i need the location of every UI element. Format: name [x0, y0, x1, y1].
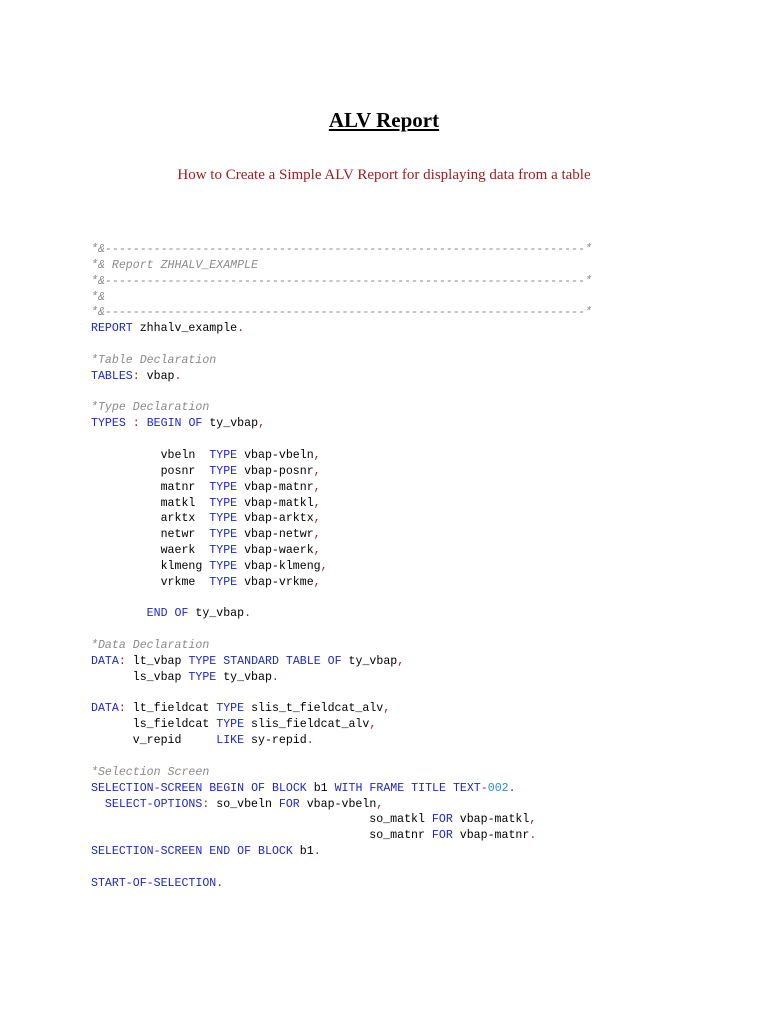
code-token: BLOCK [271, 781, 307, 795]
code-token: b1 [292, 845, 314, 859]
code-line [91, 797, 592, 813]
code-line [91, 844, 592, 860]
code-token: TYPES [91, 417, 126, 431]
code-token [126, 417, 133, 430]
code-token: lt_vbap [125, 654, 189, 668]
code-token: *& [91, 290, 105, 304]
code-token: *Selection Screen [91, 765, 210, 779]
code-token: *&---------------------------------------------------------------------* [91, 274, 592, 288]
code-token: - [480, 781, 488, 795]
code-token: vbap-vrkme [237, 575, 314, 589]
code-line [91, 337, 592, 353]
code-line [91, 448, 592, 464]
code-token: vbap-waerk [237, 544, 314, 558]
code-token: vbap-matkl [237, 496, 314, 510]
code-token: slis_fieldcat_alv [244, 718, 370, 732]
code-token: FOR [278, 797, 300, 811]
code-line [91, 686, 592, 702]
code-token [91, 798, 105, 811]
code-line [91, 464, 592, 480]
code-token: . [216, 876, 224, 890]
code-token: . [306, 734, 314, 748]
code-token: klmeng [91, 559, 210, 573]
code-line [91, 828, 592, 844]
code-token: BEGIN [146, 417, 182, 431]
code-token: . [237, 322, 245, 336]
code-token: vbap-matnr [237, 480, 314, 494]
code-token: TITLE [411, 781, 446, 795]
code-line [91, 480, 592, 496]
code-line [91, 305, 592, 321]
code-token: *& Report ZHHALV_EXAMPLE [91, 258, 258, 272]
code-token: WITH [334, 781, 363, 795]
code-token: *&---------------------------------------------------------------------* [91, 306, 592, 320]
code-token: OF [237, 845, 252, 859]
code-token: FOR [431, 829, 453, 843]
code-token: SELECT-OPTIONS [104, 797, 203, 811]
code-token: vbap-arktx [237, 512, 314, 526]
code-line [91, 575, 592, 591]
code-line [91, 432, 592, 448]
code-line [91, 622, 592, 638]
code-line [91, 543, 592, 559]
code-line [91, 274, 592, 290]
code-line [91, 638, 592, 654]
code-token: OF [188, 417, 203, 431]
code-token: TYPE [209, 496, 238, 510]
code-token: . [244, 607, 252, 621]
code-token: OF [174, 607, 189, 621]
code-token: slis_t_fieldcat_alv [244, 702, 384, 716]
code-line [91, 416, 592, 432]
code-token: zhhalv_example [132, 322, 238, 336]
code-token: sy-repid [244, 734, 307, 748]
code-token: END [209, 845, 231, 859]
code-token: : [132, 369, 140, 383]
code-token: TYPE [216, 702, 245, 716]
code-line [91, 353, 592, 369]
code-token [251, 845, 258, 858]
code-token [168, 607, 175, 620]
code-token: , [313, 544, 321, 558]
code-token: 002 [487, 781, 509, 795]
code-token: TABLE [285, 654, 321, 668]
code-token: vbap-netwr [237, 528, 314, 542]
code-line [91, 733, 592, 749]
code-line [91, 606, 592, 622]
code-token: vbap-posnr [237, 464, 314, 478]
code-token: , [313, 496, 321, 510]
code-token: ty_vbap [188, 607, 245, 621]
code-line [91, 781, 592, 797]
code-token: ty_vbap [341, 654, 398, 668]
code-token: arktx [91, 512, 210, 526]
code-line [91, 400, 592, 416]
code-token: . [529, 829, 537, 843]
code-line [91, 749, 592, 765]
code-line [91, 812, 592, 828]
code-token: START-OF-SELECTION [91, 876, 217, 890]
code-line [91, 670, 592, 686]
code-token: vbeln [91, 448, 210, 462]
code-token: , [313, 512, 321, 526]
code-token: , [313, 448, 321, 462]
code-token: , [529, 813, 537, 827]
code-token: so_vbeln [209, 797, 279, 811]
code-token: SELECTION-SCREEN [91, 781, 203, 795]
code-token: ls_vbap [91, 670, 189, 684]
code-line [91, 385, 592, 401]
code-token: OF [327, 654, 342, 668]
code-token: TYPE [209, 544, 238, 558]
code-token: TABLES [91, 369, 133, 383]
code-line [91, 860, 592, 876]
code-token [279, 655, 286, 668]
code-line [91, 717, 592, 733]
code-token: so_matnr [91, 829, 432, 843]
code-token: ty_vbap [202, 417, 259, 431]
code-line [91, 876, 592, 892]
page-subtitle: How to Create a Simple ALV Report for displaying data from a table [177, 167, 591, 183]
code-token: , [313, 575, 321, 589]
code-token: SELECTION-SCREEN [91, 845, 203, 859]
code-token [140, 417, 147, 430]
code-line [91, 321, 592, 337]
code-token: , [258, 417, 266, 431]
page-title: ALV Report [328, 108, 440, 132]
code-token: matnr [91, 480, 210, 494]
code-line [91, 242, 592, 258]
code-token: *Table Declaration [91, 353, 217, 367]
code-token: *Data Declaration [91, 639, 210, 653]
code-token: , [397, 654, 405, 668]
code-token: so_matkl [91, 813, 432, 827]
code-line [91, 258, 592, 274]
code-token: BEGIN [209, 781, 245, 795]
code-token: , [376, 797, 384, 811]
code-line [91, 701, 592, 717]
code-token: TYPE [188, 654, 217, 668]
code-token: v_repid [91, 734, 217, 748]
code-token: . [174, 369, 182, 383]
code-line [91, 496, 592, 512]
code-token: TYPE [209, 528, 238, 542]
code-token: vbap-klmeng [237, 559, 321, 573]
code-token: LIKE [216, 734, 245, 748]
code-token: TYPE [209, 512, 238, 526]
code-line [91, 765, 592, 781]
code-token: : [118, 702, 126, 716]
code-token: TYPE [209, 448, 238, 462]
code-token: , [369, 718, 377, 732]
code-token: , [313, 464, 321, 478]
code-token: TYPE [209, 575, 238, 589]
code-token: DATA [91, 702, 119, 716]
code-token: TYPE [209, 559, 238, 573]
code-token: vbap-matnr [452, 829, 530, 843]
code-token: vbap-vbeln [299, 797, 377, 811]
code-token: , [313, 480, 321, 494]
code-token: vbap [139, 369, 175, 383]
code-token: : [118, 654, 126, 668]
code-token: . [271, 670, 279, 684]
code-token: TYPE [188, 670, 217, 684]
code-token: b1 [306, 781, 335, 795]
code-line [91, 654, 592, 670]
code-line [91, 559, 592, 575]
code-token: TEXT [452, 781, 481, 795]
code-token: , [383, 702, 391, 716]
code-token: *Type Declaration [91, 401, 210, 415]
code-token: . [313, 845, 321, 859]
code-token: ls_fieldcat [91, 718, 217, 732]
code-token: lt_fieldcat [125, 702, 217, 716]
code-token [91, 607, 147, 620]
code-token: vbap-matkl [452, 813, 530, 827]
code-token: FOR [431, 813, 453, 827]
code-token: TYPE [209, 464, 238, 478]
code-token [446, 782, 453, 795]
code-token: : [202, 797, 210, 811]
code-token: . [508, 781, 516, 795]
code-line [91, 527, 592, 543]
code-line [91, 591, 592, 607]
code-token: vrkme [91, 575, 210, 589]
code-token: posnr [91, 464, 210, 478]
code-token: END [146, 607, 168, 621]
code-token: TYPE [216, 718, 245, 732]
code-line [91, 511, 592, 527]
code-block [91, 242, 592, 892]
code-token: waerk [91, 544, 210, 558]
code-line [91, 369, 592, 385]
code-token: REPORT [91, 322, 133, 336]
code-token: BLOCK [258, 845, 293, 859]
code-token: OF [251, 781, 265, 795]
code-token: , [320, 559, 328, 573]
code-token: netwr [91, 528, 210, 542]
code-token: : [132, 417, 140, 431]
code-token: *&---------------------------------------------------------------------* [91, 243, 592, 256]
code-token: ty_vbap [216, 670, 272, 684]
code-token: matkl [91, 496, 210, 510]
code-token [321, 655, 328, 668]
code-token: STANDARD [223, 654, 279, 668]
code-token: vbap-vbeln [237, 448, 314, 462]
code-token: TYPE [209, 480, 238, 494]
code-token: DATA [91, 654, 119, 668]
code-line [91, 290, 592, 306]
code-token: , [313, 528, 321, 542]
code-token: FRAME [369, 781, 405, 795]
code-token [265, 782, 272, 795]
